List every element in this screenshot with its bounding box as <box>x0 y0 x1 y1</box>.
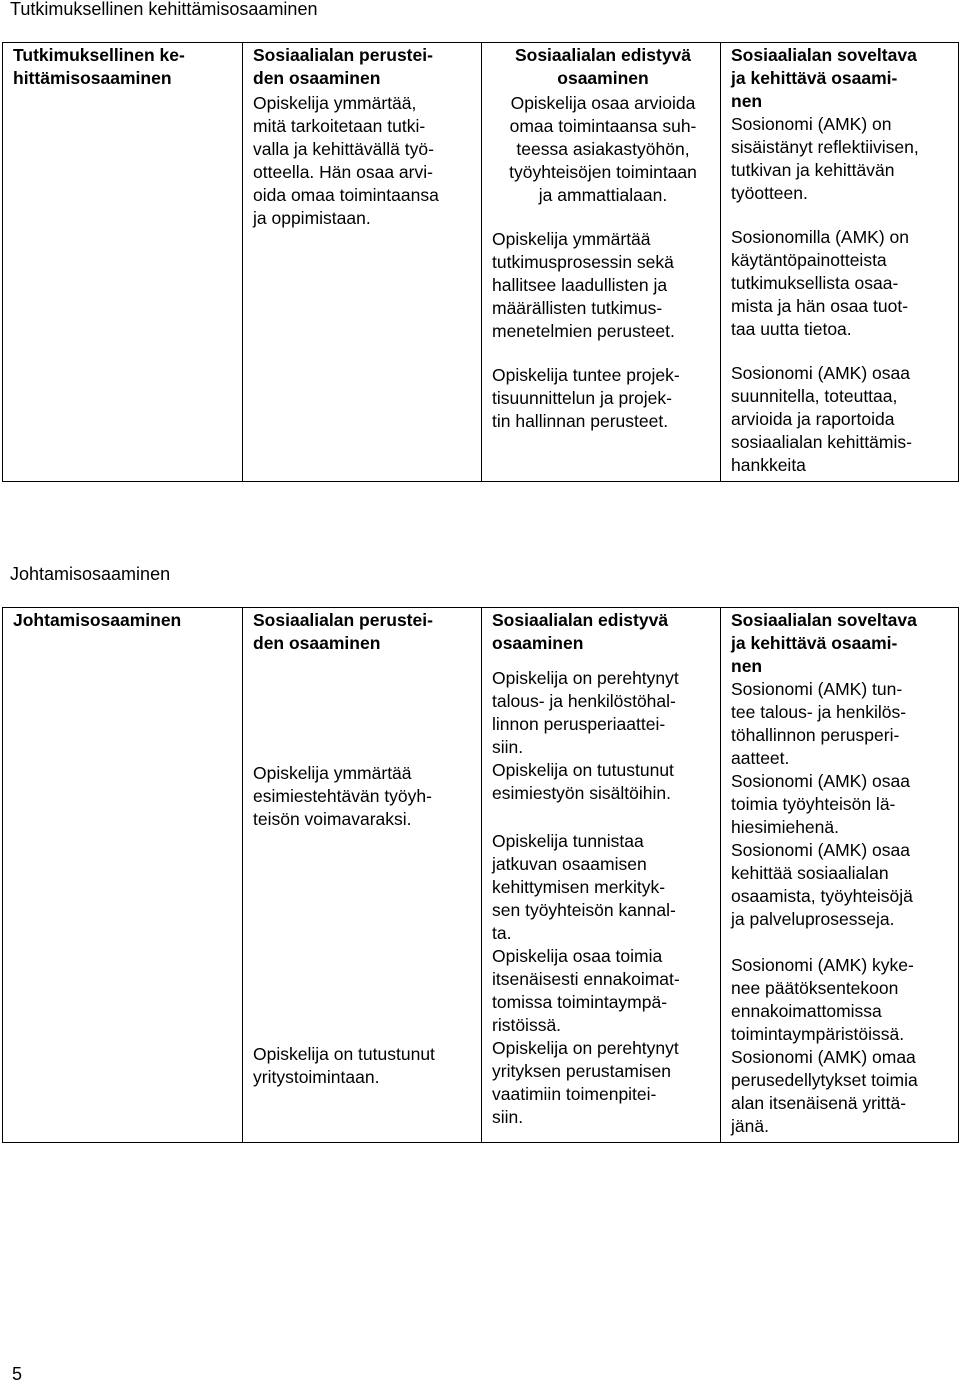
competence-text: Opiskelija on tutustunut esimiestyön sisältöihin. <box>492 760 674 803</box>
header-label: Sosiaalialan perustei- den osaaminen <box>253 610 433 653</box>
table-cell <box>721 43 959 482</box>
competence-text: Sosionomi (AMK) osaa toimia työyhteisön lä- hiesimiehenä. <box>731 771 910 837</box>
header-label: Sosiaalialan perustei- den osaaminen <box>253 45 433 88</box>
competence-text: Sosionomi (AMK) osaa kehittää sosiaalialan osaamista, työyhteisöjä ja palveluprosesseja. <box>731 840 913 929</box>
competence-text: Opiskelija tunnistaa jatkuvan osaamisen kehittymisen merkityk- sen työyhteisön kannal- ta. <box>492 831 676 943</box>
section-title-leadership: Johtamisosaaminen <box>10 564 171 584</box>
header-label: Sosiaalialan edistyvä osaaminen <box>514 45 692 88</box>
competence-text: Sosionomilla (AMK) on käytäntöpainotteista tutkimuksellista osaa- mista ja hän osaa tuot- taa uutta tietoa. <box>731 227 909 339</box>
competence-text: Sosionomi (AMK) tun- tee talous- ja henkilös- töhallinnon perusperi- aatteet. <box>731 679 907 768</box>
section-title-research: Tutkimuksellinen kehittämisosaaminen <box>10 0 318 19</box>
competence-text: Opiskelija ymmärtää esimiestehtävän työyh- teisön voimavaraksi. <box>253 763 432 829</box>
header-label: Sosiaalialan edistyvä osaaminen <box>492 610 669 653</box>
competence-text: Opiskelija tuntee projek- tisuunnittelun ja projek- tin hallinnan perusteet. <box>492 365 680 431</box>
table-cell <box>243 608 482 1143</box>
competence-text: Sosionomi (AMK) on sisäistänyt reflektiivisen, tutkivan ja kehittävän työotteen. <box>731 114 919 203</box>
page-number: 5 <box>12 1364 23 1384</box>
header-label: Johtamisosaaminen <box>13 610 182 630</box>
table-cell <box>243 43 482 482</box>
table-row <box>3 608 959 1143</box>
header-label: Tutkimuksellinen ke- hittämisosaaminen <box>13 45 185 88</box>
competence-text: Sosionomi (AMK) omaa perusedellytykset toimia alan itsenäisenä yrittä- jänä. <box>731 1047 918 1136</box>
header-label: Sosiaalialan soveltava ja kehittävä osaami- nen <box>731 45 917 111</box>
competence-text: Opiskelija osaa arvioida omaa toimintaansa suh- teessa asiakastyöhön, työyhteisöjen toimintaan ja ammattialaan. <box>509 93 697 205</box>
competence-text: Opiskelija osaa toimia itsenäisesti ennakoimat- tomissa toimintaympä- ristöissä. <box>492 946 680 1035</box>
table-row <box>3 43 959 482</box>
competence-text: Opiskelija on tutustunut yritystoimintaan. <box>253 1044 435 1087</box>
competence-text: Opiskelija on perehtynyt yrityksen perustamisen vaatimiin toimenpitei- siin. <box>492 1038 679 1127</box>
competence-text: Opiskelija ymmärtää, mitä tarkoitetaan tutki- valla ja kehittävällä työ- otteella. Hän osaa arvi- oida omaa toimintaansa ja oppimistaan. <box>253 93 439 228</box>
table-cell <box>3 608 243 1143</box>
table-cell <box>482 43 721 482</box>
table-cell <box>3 43 243 482</box>
competence-text: Opiskelija on perehtynyt talous- ja henkilöstöhal- linnon perusperiaattei- siin. <box>492 668 679 757</box>
table-cell <box>482 608 721 1143</box>
competence-text: Opiskelija ymmärtää tutkimusprosessin sekä hallitsee laadullisten ja määrällisten tutkimus- menetelmien perusteet. <box>492 229 675 341</box>
header-label: Sosiaalialan soveltava ja kehittävä osaami- nen <box>731 610 917 676</box>
table-cell <box>721 608 959 1143</box>
competence-text: Sosionomi (AMK) kyke- nee päätöksentekoon ennakoimattomissa toimintaympäristöissä. <box>731 955 914 1044</box>
competence-text: Sosionomi (AMK) osaa suunnitella, toteuttaa, arvioida ja raportoida sosiaalialan kehittämis- hankkeita <box>731 363 912 475</box>
research-competence-table <box>2 42 959 482</box>
leadership-competence-table <box>2 607 959 1143</box>
